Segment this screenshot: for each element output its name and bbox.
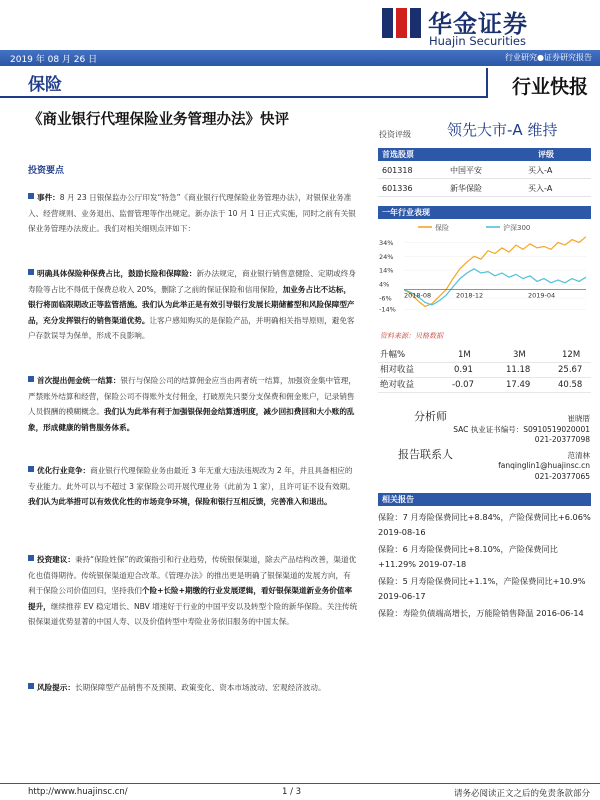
bullet-square-icon	[28, 555, 34, 561]
performance-row	[378, 363, 591, 378]
legend-label: 沪深300	[503, 224, 531, 232]
stock-row	[378, 180, 591, 197]
para-text: 银行与保险公司的结算佣金应当由两者统一结算，加强资金集中管理，严禁账外结算和经营，保险公司不得账外支付佣金，打破原先只要分支保费和佣金账户，记录销售人员假酬的模糊概念。	[28, 376, 356, 417]
chart-source: 资料来源：贝格数据	[380, 332, 443, 340]
stock-name: 新华保险	[450, 184, 482, 193]
chart-lines	[404, 237, 586, 307]
bullet-square-icon	[28, 466, 34, 472]
related-report-item[interactable]: 保险：6 月寿险保费同比+8.10%，产险保费同比+11.29% 2019-07-18	[378, 544, 558, 569]
paragraph-risk	[28, 680, 358, 696]
stock-code: 601336	[382, 184, 413, 193]
page-number: 1 / 3	[282, 787, 302, 797]
para-tail: 继续推荐 EV 稳定增长、NBV 增速好于行业的中国平安以及转型个险的新华保险。关注传统银保渠道优势显著的中国人寿、以及价值转型中寿险业务依旧服务的中国太保。	[28, 601, 358, 627]
sector-name: 保险	[28, 75, 62, 95]
contact-phone: 021-20377065	[534, 472, 590, 481]
x-tick-label: 2018-12	[456, 291, 484, 300]
paragraph-product-mix	[28, 266, 358, 344]
related-report-item[interactable]: 保险：寿险负债端高增长，万能险销售降温 2016-06-14	[378, 608, 584, 618]
cell-3m: 11.18	[506, 365, 531, 375]
analyst-phone: 021-20377098	[534, 435, 590, 444]
bullet-square-icon	[28, 376, 34, 382]
bullet-square-icon	[28, 683, 34, 689]
bullet-square-icon	[28, 269, 34, 275]
col-header: 3M	[513, 350, 526, 360]
bullet-square-icon	[28, 193, 34, 199]
para-lead: 明确具体保险种保费占比，鼓励长险和保障险：	[37, 269, 197, 278]
series-line	[404, 237, 586, 307]
footer-url[interactable]: http://www.huajinsc.cn/	[28, 787, 128, 797]
para-text: 长期保障型产品销售不及预期、政策变化、资本市场波动、宏观经济波动。	[74, 683, 326, 692]
row-label: 绝对收益	[380, 380, 415, 390]
stock-row	[378, 162, 591, 179]
y-tick-label: 4%	[379, 280, 390, 289]
contact-email[interactable]: fanqinglin1@huajinsc.cn	[498, 461, 590, 470]
y-tick-label: -14%	[379, 305, 396, 314]
paragraph-competition	[28, 463, 358, 510]
report-type: 行业快报	[511, 76, 588, 98]
contact-label: 报告联系人	[398, 448, 453, 461]
para-bold: 个险+长险+期缴的行业发展逻辑，看好银保渠道新业务价值率提升，	[28, 586, 353, 611]
stock-rating: 买入-A	[528, 184, 553, 193]
contact-name: 范清林	[567, 451, 590, 460]
para-bold: 加业务占比不达标，银行将面临限期改正等监管措施。我们认为此举正是有效引导银行发展长期储蓄型和风险保障型产品，充分发挥银行的销售渠道优势。	[28, 284, 355, 325]
report-title: 《商业银行代理保险业务管理办法》快评	[28, 112, 289, 128]
para-text: 商业银行代理保险业务由最近 3 年无重大违法违规改为 2 年，并且具备相应的专业能力。此外可以与不超过 3 家保险公司开展代理业务（此前为 1 家），且许可证不设有效期。	[28, 466, 355, 491]
stocks-header	[378, 148, 591, 161]
cell-12m: 25.67	[558, 365, 583, 375]
analyst-label: 分析师	[414, 410, 447, 423]
para-bold: 我们认为此举措可以有效优化性的市场竞争环境，保险和银行互相反馈，完善准入和退出。	[28, 497, 332, 507]
stocks-header-label: 首选股票	[382, 150, 414, 159]
y-tick-label: 34%	[379, 238, 394, 247]
row-label: 相对收益	[380, 365, 415, 375]
document-type: 行业研究●证券研究报告	[505, 53, 592, 62]
col-header: 12M	[562, 350, 581, 360]
x-tick-label: 2019-04	[528, 291, 556, 300]
cell-3m: 17.49	[506, 380, 531, 390]
logo-english: Huajin Securities	[429, 34, 526, 48]
report-date: 2019 年 08 月 26 日	[10, 55, 98, 65]
rating-value: 领先大市-A 维持	[447, 121, 558, 139]
paragraph-event	[28, 190, 358, 237]
performance-row	[378, 378, 591, 393]
para-lead: 投资建议：	[37, 555, 75, 564]
col-header: 1M	[458, 350, 471, 360]
para-bold: 我们认为此举有利于加强银保佣金结算透明度，减少回扣费回和大小账的乱象，形成健康的销售服务体系。	[28, 407, 355, 432]
para-text: 8 月 23 日银保监办公厅印发“特急”《商业银行代理保险业务管理办法》，对银保业务准入、经营规则、业务退出、监督管理等作出规定。新办法于 10 月 1 日正式实施，同时之前有关银保业务管理办法废止。我们对相关细则点评如下：	[28, 193, 356, 234]
para-text: 秉持“保险姓保”的政策指引和行业趋势，传统银保渠道，除去产品结构改善，渠道优化也值得期待。传统银保渠道迎合改革。《管理办法》的推出更是明确了银保渠道的发展方向，有利于保险公司价值回归，坚持我们	[28, 555, 357, 596]
disclaimer-note: 请务必阅读正文之后的免责条款部分	[453, 789, 590, 799]
series-line	[404, 269, 586, 305]
related-report-item[interactable]: 保险：7 月寿险保费同比+8.84%，产险保费同比+6.06% 2019-08-16	[378, 512, 591, 537]
logo-mark-icon	[382, 6, 422, 40]
para-lead: 首次提出佣金统一结算：	[37, 376, 121, 385]
legend-label: 保险	[435, 224, 449, 232]
y-tick-label: 14%	[379, 266, 394, 275]
performance-table	[378, 348, 591, 393]
paragraph-investment-advice	[28, 552, 358, 630]
para-lead: 风险提示：	[37, 683, 75, 692]
analyst-name: 崔晓厝	[567, 414, 590, 423]
stock-name: 中国平安	[450, 166, 482, 175]
col-header: 升幅%	[380, 350, 406, 360]
key-points-title: 投资要点	[28, 166, 65, 176]
stock-rating: 买入-A	[528, 166, 553, 175]
footer-rule	[0, 783, 600, 784]
para-lead: 事件：	[37, 193, 60, 202]
related-report-item[interactable]: 保险：5 月寿险保费同比+1.1%，产险保费同比+10.9% 2019-06-17	[378, 576, 586, 601]
x-tick-label: 2018-08	[404, 291, 432, 300]
para-lead: 优化行业竞争：	[37, 466, 91, 475]
rating-label: 投资评级	[379, 130, 411, 139]
chart-legend	[418, 223, 530, 232]
performance-header-row	[378, 348, 591, 363]
stock-code: 601318	[382, 166, 413, 175]
performance-chart	[378, 220, 591, 320]
chart-y-axis	[379, 239, 586, 314]
para-text: 新办法规定，商业银行销售意健险、定期或终身寿险等占比不得低于保费总收入 20%，删除了之前的保证保险和信用保险，	[28, 269, 356, 294]
paragraph-commission	[28, 373, 358, 435]
related-header: 相关报告	[378, 493, 591, 506]
y-tick-label: 24%	[379, 252, 394, 261]
analyst-cert: SAC 执业证书编号：S0910519020001	[453, 425, 590, 434]
cell-12m: 40.58	[558, 380, 583, 390]
stocks-header-rating: 评级	[538, 150, 554, 159]
cell-1m: -0.07	[452, 380, 474, 390]
cell-1m: 0.91	[454, 365, 473, 375]
logo-chinese: 华金证券	[428, 10, 528, 38]
para-tail: 让客户感知购买的是保险产品，并明确相关指导原则，避免客户存款误导为保单，形成不良影响。	[28, 315, 355, 341]
y-tick-label: -6%	[379, 294, 392, 303]
performance-header: 一年行业表现	[378, 206, 591, 219]
